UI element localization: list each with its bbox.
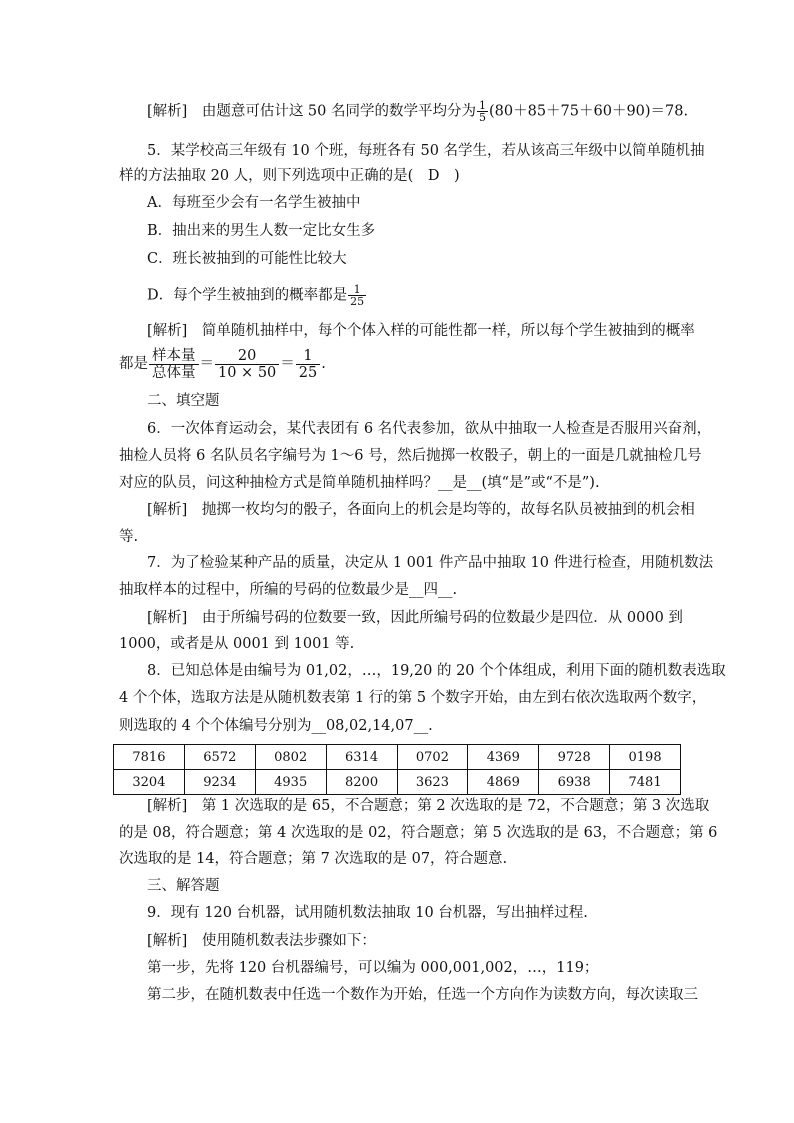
question-8-line-2: 4 个个体，选取方法是从随机数表第 1 行的第 5 个数字开始，由左到右依次选取两个数字， bbox=[119, 690, 707, 706]
question-9: 9．现有 120 台机器，试用随机数法抽取 10 台机器，写出抽样过程. bbox=[147, 905, 588, 921]
table-cell: 9728 bbox=[539, 745, 610, 770]
table-cell: 0702 bbox=[397, 745, 468, 770]
table-cell: 6938 bbox=[539, 770, 610, 795]
table-row bbox=[114, 745, 681, 770]
analysis-q9-line-2: 第一步，先将 120 台机器编号，可以编为 000,001,002，…，119； bbox=[147, 960, 599, 976]
question-8-line-3: 则选取的 4 个个体编号分别为__08,02,14,07__. bbox=[119, 718, 433, 734]
analysis-q8-line-2: 的是 08，符合题意；第 4 次选取的是 02，符合题意；第 5 次选取的是 63，不合题意；第 6 bbox=[119, 825, 718, 841]
fraction-20-over-500: $\frac{20}{10 \times 50}$ bbox=[215, 348, 279, 381]
analysis-q4-text: [解析] 由题意可估计这 50 名同学的数学平均分为 bbox=[147, 103, 476, 120]
table-row bbox=[114, 770, 681, 795]
table-cell: 3623 bbox=[397, 770, 468, 795]
question-5-line-2: 样的方法抽取 20 人，则下列选项中正确的是( D ) bbox=[119, 168, 460, 184]
analysis-q7-line-2: 1000，或者是从 0001 到 1001 等. bbox=[119, 636, 355, 652]
table-cell: 4935 bbox=[255, 770, 326, 795]
answer-blank-q6: __是__ bbox=[438, 475, 482, 491]
question-6-line-2: 抽检人员将 6 名队员名字编号为 1～6 号，然后抛掷一枚骰子，朝上的一面是几就抽检几号 bbox=[119, 448, 702, 464]
table-cell: 6314 bbox=[326, 745, 397, 770]
table-cell: 3204 bbox=[114, 770, 185, 795]
table-cell: 6572 bbox=[184, 745, 255, 770]
fraction-one-twentyfifth-answer: $\frac{1}{25}$ bbox=[296, 348, 320, 381]
section-answer: 三、解答题 bbox=[147, 878, 220, 894]
analysis-q6-line-1: [解析] 抛掷一枚均匀的骰子，各面向上的机会是均等的，故每名队员被抽到的机会相 bbox=[147, 502, 695, 518]
analysis-q6-line-2: 等. bbox=[119, 529, 139, 545]
analysis-q5-line-2: 都是 $\frac{\text{样本量}}{\text{总体量}}$ ＝ $\frac{20}{10 \times 50}$ ＝ $\frac{1}{25}$ . bbox=[119, 347, 326, 381]
table-cell: 8200 bbox=[326, 770, 397, 795]
analysis-q5-line-1: [解析] 简单随机抽样中，每个个体入样的可能性都一样，所以每个学生被抽到的概率 bbox=[147, 323, 695, 339]
fraction-sample-over-population: $\frac{\text{样本量}}{\text{总体量}}$ bbox=[149, 348, 199, 381]
table-cell: 4869 bbox=[468, 770, 539, 795]
analysis-q7-line-1: [解析] 由于所编号码的位数要一致，因此所编号码的位数最少是四位．从 0000 到 bbox=[147, 610, 683, 626]
option-c: C．班长被抽到的可能性比较大 bbox=[147, 251, 347, 267]
question-7-line-2: 抽取样本的过程中，所编的号码的位数最少是__四__. bbox=[119, 582, 458, 598]
random-number-table bbox=[113, 744, 681, 795]
section-fill-in: 二、填空题 bbox=[147, 393, 220, 409]
table-cell: 0198 bbox=[610, 745, 681, 770]
table-cell: 7816 bbox=[114, 745, 185, 770]
analysis-q8-line-1: [解析] 第 1 次选取的是 65，不合题意；第 2 次选取的是 72，不合题意；第 3 次选取 bbox=[147, 798, 710, 814]
answer-blank-q8: __08,02,14,07__ bbox=[311, 718, 429, 734]
table-cell: 9234 bbox=[184, 770, 255, 795]
table-cell: 4369 bbox=[468, 745, 539, 770]
question-5-line-1: 5．某学校高三年级有 10 个班，每班各有 50 名学生，若从该高三年级中以简单随机抽 bbox=[147, 143, 705, 159]
table-cell: 0802 bbox=[255, 745, 326, 770]
table-cell: 7481 bbox=[610, 770, 681, 795]
analysis-q9-line-3: 第二步，在随机数表中任选一个数作为开始，任选一个方向作为读数方向，每次读取三 bbox=[147, 987, 698, 1003]
question-8-line-1: 8．已知总体是由编号为 01,02，…，19,20 的 20 个个体组成，利用下面的随机数表选取 bbox=[147, 663, 726, 679]
analysis-q8-line-3: 次选取的是 14，符合题意；第 7 次选取的是 07，符合题意. bbox=[119, 851, 508, 867]
question-6-line-1: 6．一次体育运动会，某代表团有 6 名代表参加，欲从中抽取一人检查是否服用兴奋剂， bbox=[147, 421, 712, 437]
option-a: A．每班至少会有一名学生被抽中 bbox=[147, 195, 361, 211]
option-b: B．抽出来的男生人数一定比女生多 bbox=[147, 223, 376, 239]
question-7-line-1: 7．为了检验某种产品的质量，决定从 1 001 件产品中抽取 10 件进行检查，用随机数法 bbox=[147, 555, 714, 571]
analysis-q4 bbox=[147, 100, 688, 123]
question-6-line-3: 对应的队员，问这种抽检方式是简单随机抽样吗？__是__(填“是”或“不是”). bbox=[119, 475, 600, 491]
answer-blank-q7: __四__ bbox=[409, 582, 453, 598]
fraction-one-fifth: $\frac{1}{5}$ bbox=[478, 99, 486, 124]
fraction-one-twentyfifth: $\frac{1}{25}$ bbox=[350, 283, 365, 308]
analysis-q9-line-1: [解析] 使用随机数表法步骤如下： bbox=[147, 933, 376, 949]
option-d: D．每个学生被抽到的概率都是 $\frac{1}{25}$ bbox=[147, 283, 365, 308]
analysis-q4-expression: (80＋85＋75＋60＋90)＝78. bbox=[488, 103, 689, 120]
